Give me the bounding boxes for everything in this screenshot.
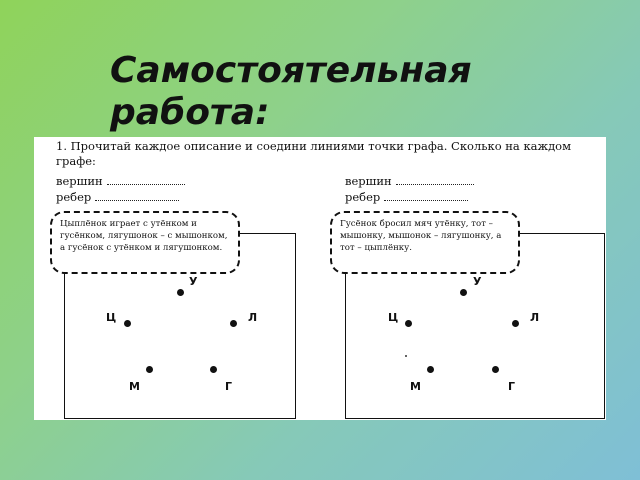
right-vertices-label: вершин	[345, 174, 392, 188]
left-vertices-field	[56, 174, 185, 188]
left-description-bubble	[50, 211, 240, 274]
slide-title	[110, 50, 472, 134]
left-vertex-g-dot[interactable]	[210, 366, 217, 373]
left-vertices-label: вершин	[56, 174, 103, 188]
right-description-bubble	[330, 211, 520, 274]
right-vertex-m-dot[interactable]	[427, 366, 434, 373]
left-vertex-m-label: М	[129, 380, 140, 393]
worksheet	[34, 137, 606, 420]
right-vertex-l-dot[interactable]	[512, 320, 519, 327]
left-description-text: Цыплёнок играет с утёнком и гусёнком, лягушонок – с мышонком, а гусёнок с утёнком и лягушонком.	[60, 219, 228, 253]
left-vertex-l-dot[interactable]	[230, 320, 237, 327]
right-vertex-l-label: Л	[530, 311, 540, 324]
left-edges-field	[56, 190, 179, 204]
left-vertex-u-dot[interactable]	[177, 289, 184, 296]
right-vertex-c-dot[interactable]	[405, 320, 412, 327]
left-vertex-c-dot[interactable]	[124, 320, 131, 327]
right-vertices-blank[interactable]	[396, 174, 474, 185]
left-vertex-c-label: Ц	[106, 311, 117, 324]
left-vertex-g-label: Г	[225, 380, 233, 393]
right-vertex-m-label: М	[410, 380, 421, 393]
right-description-text: Гусёнок бросил мяч утёнку, тот – мышонку, мышонок – лягушонку, а тот – цыплёнку.	[340, 219, 502, 253]
title-line-1: Самостоятельная	[110, 50, 472, 91]
task-text: 1. Прочитай каждое описание и соедини линиями точки графа. Сколько на каждом графе:	[56, 139, 572, 168]
right-vertex-u-dot[interactable]	[460, 289, 467, 296]
right-vertex-g-label: Г	[508, 380, 516, 393]
left-vertex-l-label: Л	[248, 311, 258, 324]
left-edges-label: ребер	[56, 190, 92, 204]
right-vertex-c-label: Ц	[388, 311, 399, 324]
right-vertex-u-label: У	[473, 275, 482, 288]
right-vertices-field	[345, 174, 474, 188]
left-vertices-blank[interactable]	[107, 174, 185, 185]
left-vertex-u-label: У	[189, 275, 198, 288]
right-vertex-g-dot[interactable]	[492, 366, 499, 373]
scan-speck	[405, 355, 407, 357]
left-edges-blank[interactable]	[95, 190, 179, 201]
title-line-2: работа:	[110, 92, 270, 133]
right-edges-field	[345, 190, 468, 204]
left-vertex-m-dot[interactable]	[146, 366, 153, 373]
right-edges-blank[interactable]	[384, 190, 468, 201]
right-edges-label: ребер	[345, 190, 381, 204]
